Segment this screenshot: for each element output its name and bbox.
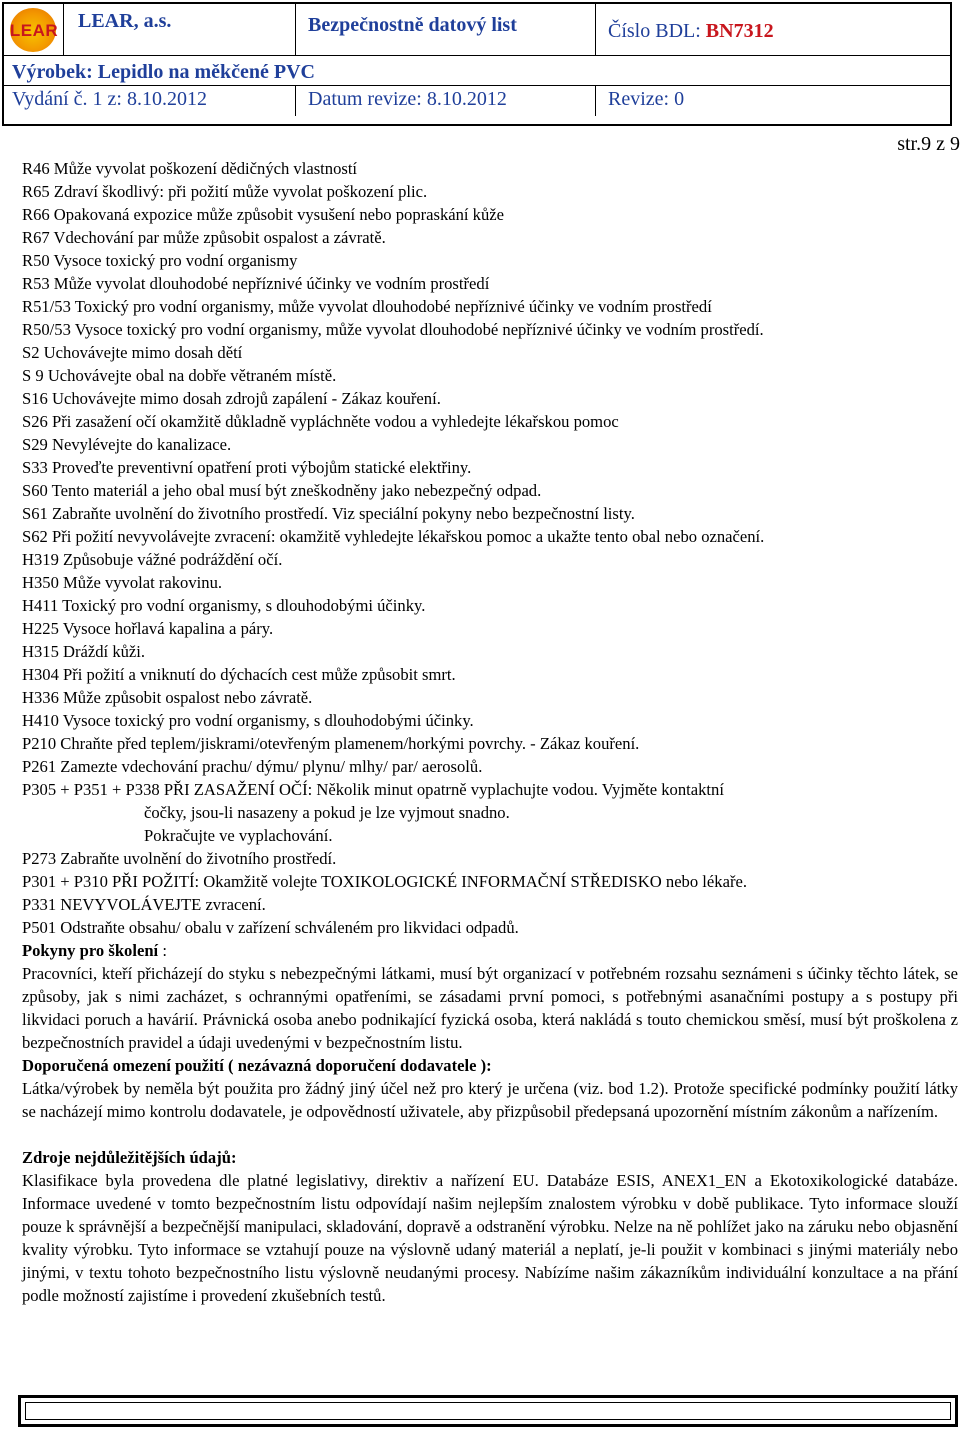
page-number: str.9 z 9 bbox=[897, 133, 960, 155]
phrase-line: S 9 Uchovávejte obal na dobře větraném místě. bbox=[22, 366, 337, 385]
company-name: LEAR, a.s. bbox=[64, 4, 296, 56]
phrase-line: S29 Nevylévejte do kanalizace. bbox=[22, 435, 232, 454]
document-title: Bezpečnostně datový list bbox=[296, 4, 596, 56]
company-logo bbox=[4, 4, 64, 56]
document-body bbox=[22, 157, 958, 1307]
bdl-code: BN7312 bbox=[705, 20, 774, 42]
phrase-line: S33 Proveďte preventivní opatření proti výbojům statické elektřiny. bbox=[22, 458, 472, 477]
phrase-line: H319 Způsobuje vážné podráždění očí. bbox=[22, 550, 283, 569]
phrase-line: P210 Chraňte před teplem/jiskrami/otevřeným plamenem/horkými povrchy. - Zákaz kouření. bbox=[22, 734, 640, 753]
bdl-number bbox=[596, 4, 950, 56]
phrase-line: S61 Zabraňte uvolnění do životního prostředí. Viz speciální pokyny nebo bezpečnostní listy. bbox=[22, 504, 635, 523]
issue-info: Vydání č. 1 z: 8.10.2012 bbox=[4, 86, 296, 116]
phrase-line: Pokračujte ve vyplachování. bbox=[144, 826, 333, 845]
restrictions-heading: Doporučená omezení použití ( nezávazná doporučení dodavatele ): bbox=[22, 1056, 492, 1075]
phrase-line: R50 Vysoce toxický pro vodní organismy bbox=[22, 251, 298, 270]
logo-text: LEAR bbox=[9, 21, 59, 40]
phrase-line: S26 Při zasažení očí okamžitě důkladně vypláchněte vodou a vyhledejte lékařskou pomoc bbox=[22, 412, 619, 431]
sources-text: Klasifikace byla provedena dle platné legislativy, direktiv a nařízení EU. Databáze ESIS, ANEX1_EN a Ekotoxikologické databáze. Informace uvedené v tomto bezpečnostním listu odpovídají našim nejlepším znalostem výrobku v době publikace. Tyto informace slouží pouze k správnější a bezpečnější manipulaci, skladování, dopravě a odstranění výrobku. Nelze na ně pohlížet jako na záruku nebo objasnění kvality výrobku. Tyto informace se vztahují pouze na výslovně udaný materiál a neplatí, je-li použit v kombinaci s jinými materiály nebo jinými, v textu tohoto bezpečnostního listu výslovně neudanými procesy. Nabízíme našim zákazníkům individuální konzultace a na přání podle možností zajistíme i provedení zkušebních testů. bbox=[22, 1171, 958, 1305]
phrase-line: R66 Opakovaná expozice může způsobit vysušení nebo popraskání kůže bbox=[22, 205, 505, 224]
revision-date: Datum revize: 8.10.2012 bbox=[296, 86, 596, 116]
phrase-line: S60 Tento materiál a jeho obal musí být zneškodněny jako nebezpečný odpad. bbox=[22, 481, 542, 500]
restrictions-text: Látka/výrobek by neměla být použita pro žádný jiný účel než pro který je určena (viz. bod 1.2). Protože specifické podmínky použití látky se nacházejí mimo kontrolu dodavatele, je odpovědností uživatele, aby přizpůsobil předepsaná upozornění místním zákonům a nařízením. bbox=[22, 1079, 958, 1121]
bdl-label: Číslo BDL: bbox=[608, 20, 706, 42]
phrase-line: H350 Může vyvolat rakovinu. bbox=[22, 573, 223, 592]
footer-inner-border bbox=[25, 1402, 951, 1420]
phrase-line: H336 Může způsobit ospalost nebo závratě. bbox=[22, 688, 313, 707]
phrase-line: R65 Zdraví škodlivý: při požití může vyvolat poškození plic. bbox=[22, 182, 428, 201]
phrase-line: P331 NEVYVOLÁVEJTE zvracení. bbox=[22, 895, 266, 914]
phrase-line: R67 Vdechování par může způsobit ospalost a závratě. bbox=[22, 228, 386, 247]
document-header bbox=[2, 2, 952, 126]
phrase-line: H411 Toxický pro vodní organismy, s dlouhodobými účinky. bbox=[22, 596, 426, 615]
phrase-line: P273 Zabraňte uvolnění do životního prostředí. bbox=[22, 849, 337, 868]
section-gap bbox=[22, 1123, 958, 1146]
revision-number: Revize: 0 bbox=[608, 88, 685, 110]
phrase-line: R51/53 Toxický pro vodní organismy, může vyvolat dlouhodobé nepříznivé účinky ve vodním prostředí bbox=[22, 297, 712, 316]
phrase-line: H410 Vysoce toxický pro vodní organismy, s dlouhodobými účinky. bbox=[22, 711, 474, 730]
phrase-line: S2 Uchovávejte mimo dosah dětí bbox=[22, 343, 243, 362]
phrase-line: R53 Může vyvolat dlouhodobé nepříznivé účinky ve vodním prostředí bbox=[22, 274, 490, 293]
hazard-phrase-list bbox=[22, 157, 958, 939]
phrase-line: P305 + P351 + P338 PŘI ZASAŽENÍ OČÍ: Několik minut opatrně vyplachujte vodou. Vyjměte kontaktní bbox=[22, 780, 724, 799]
phrase-line: P261 Zamezte vdechování prachu/ dýmu/ plynu/ mlhy/ par/ aerosolů. bbox=[22, 757, 483, 776]
phrase-line: P301 + P310 PŘI POŽITÍ: Okamžitě volejte TOXIKOLOGICKÉ INFORMAČNÍ STŘEDISKO nebo lékaře. bbox=[22, 872, 747, 891]
training-text: Pracovníci, kteří přicházejí do styku s nebezpečnými látkami, musí být organizací v potřebném rozsahu seznámeni s účinky těchto látek, se způsoby, jak s nimi zacházet, s ochrannými opatřeními, se zásadami první pomoci, s potřebnými asanačními postupy a s postupy při likvidaci poruch a havárií. Právnická osoba anebo podnikající fyzická osoba, která nakládá s touto chemickou směsí, musí být proškolena z bezpečnostních pravidel a údaji uvedenými v bezpečnostním listu. bbox=[22, 964, 958, 1052]
phrase-line: H304 Při požití a vniknutí do dýchacích cest může způsobit smrt. bbox=[22, 665, 456, 684]
phrase-line: S62 Při požití nevyvolávejte zvracení: okamžitě vyhledejte lékařskou pomoc a ukažte tento obal nebo označení. bbox=[22, 527, 765, 546]
phrase-line: H225 Vysoce hořlavá kapalina a páry. bbox=[22, 619, 274, 638]
phrase-line: R46 Může vyvolat poškození dědičných vlastností bbox=[22, 159, 358, 178]
training-heading-suffix: : bbox=[158, 941, 167, 960]
product-name: Výrobek: Lepidlo na měkčené PVC bbox=[4, 56, 950, 86]
phrase-line: R50/53 Vysoce toxický pro vodní organismy, může vyvolat dlouhodobé nepříznivé účinky ve vodním prostředí. bbox=[22, 320, 764, 339]
page-footer-box bbox=[18, 1395, 958, 1427]
training-heading: Pokyny pro školení bbox=[22, 941, 159, 960]
phrase-line: P501 Odstraňte obsahu/ obalu v zařízení schváleném pro likvidaci odpadů. bbox=[22, 918, 519, 937]
phrase-line: čočky, jsou-li nasazeny a pokud je lze vyjmout snadno. bbox=[144, 803, 510, 822]
phrase-line: H315 Dráždí kůži. bbox=[22, 642, 146, 661]
training-heading-line bbox=[22, 939, 958, 962]
phrase-line: S16 Uchovávejte mimo dosah zdrojů zapálení - Zákaz kouření. bbox=[22, 389, 441, 408]
sources-heading: Zdroje nejdůležitějších údajů: bbox=[22, 1148, 237, 1167]
